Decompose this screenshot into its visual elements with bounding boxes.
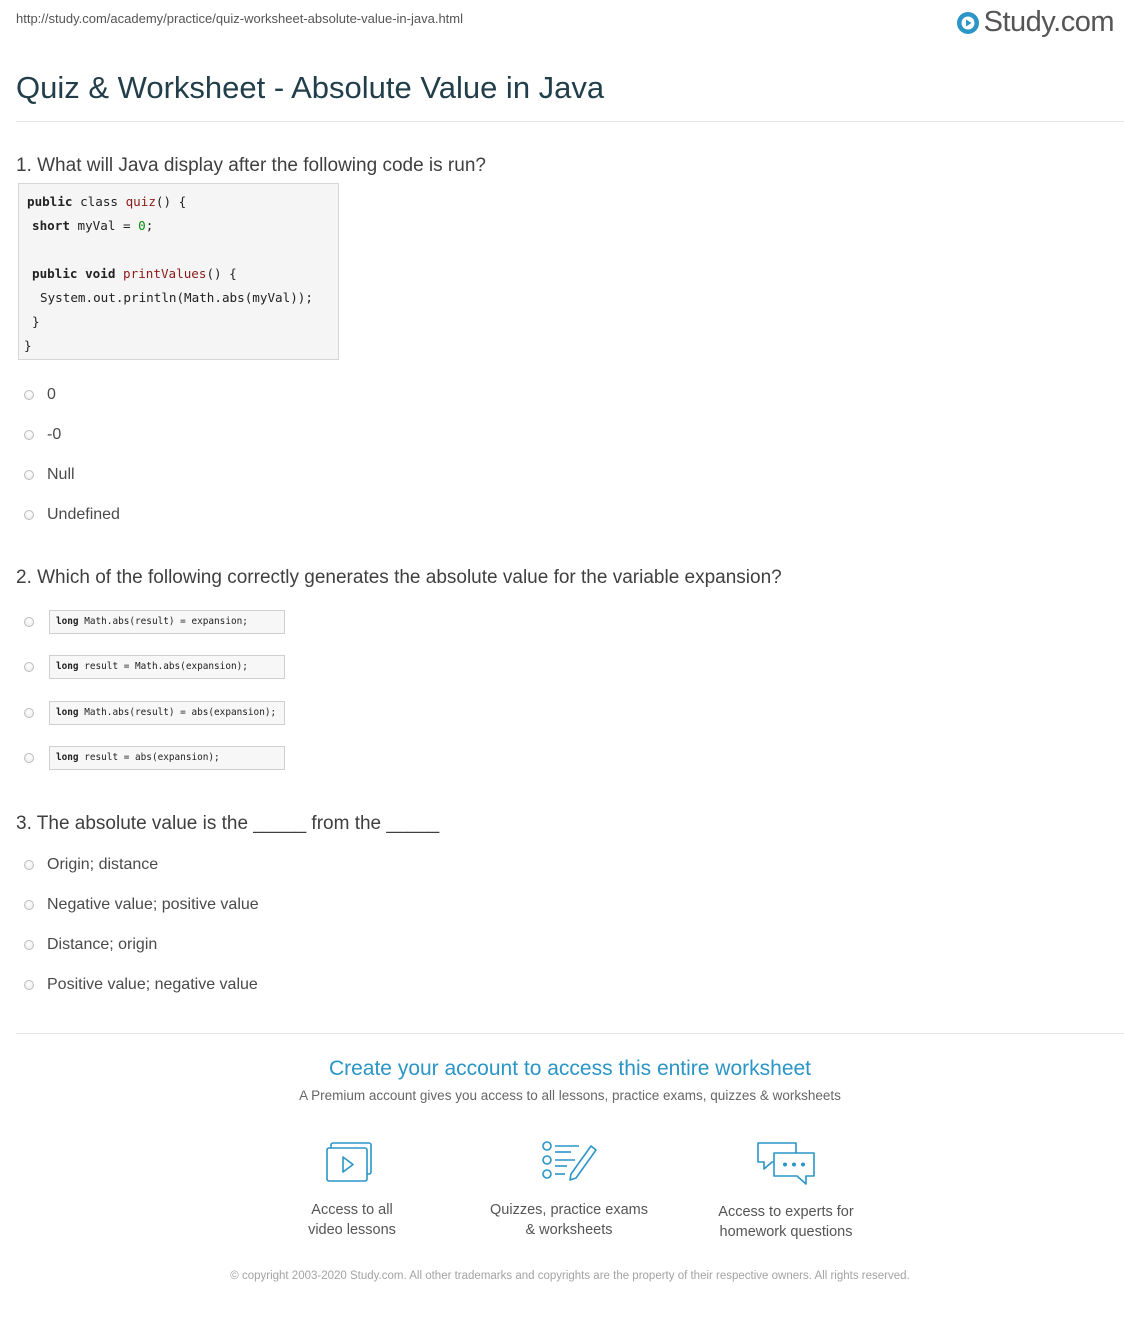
copyright-text: © copyright 2003-2020 Study.com. All other trademarks and copyrights are the property of their respective owners. All rights reserved. — [230, 1270, 910, 1282]
question-3-title: 3. The absolute value is the _____ from the _____ — [16, 813, 440, 834]
code-line-5: System.out.println(Math.abs(myVal)); — [40, 290, 313, 305]
question-1-code-block — [18, 183, 339, 360]
radio-button[interactable] — [24, 430, 34, 440]
feature-label: Quizzes, practice exams & worksheets — [490, 1202, 648, 1238]
q2-option-1-radio[interactable] — [24, 617, 34, 627]
q2-option-1[interactable]: long Math.abs(result) = expansion; — [49, 610, 285, 634]
cta-subtitle: A Premium account gives you access to all lessons, practice exams, quizzes & worksheets — [299, 1088, 841, 1103]
q3-option-4[interactable]: Positive value; negative value — [24, 976, 258, 994]
radio-button[interactable] — [24, 980, 34, 990]
question-1-title: 1. What will Java display after the following code is run? — [16, 155, 486, 176]
logo-text: Study.com — [983, 6, 1114, 38]
feature-video-lessons — [252, 1140, 452, 1240]
code-line-2: short myVal = 0; — [32, 218, 154, 233]
study-logo-icon — [956, 11, 980, 35]
q3-option-3[interactable]: Distance; origin — [24, 936, 157, 954]
study-logo[interactable] — [956, 6, 1114, 39]
q2-option-2-radio[interactable] — [24, 662, 34, 672]
q3-option-2[interactable]: Negative value; positive value — [24, 896, 259, 914]
q1-option-4[interactable]: Undefined — [24, 506, 120, 524]
code-line-6: } — [32, 314, 40, 329]
q2-option-4[interactable]: long result = abs(expansion); — [49, 746, 285, 770]
chat-experts-icon — [754, 1140, 818, 1188]
q1-option-1[interactable]: 0 — [24, 386, 56, 404]
code-line-4: public void printValues() { — [32, 266, 237, 281]
radio-button[interactable] — [24, 900, 34, 910]
feature-experts — [686, 1140, 886, 1242]
radio-button[interactable] — [24, 510, 34, 520]
q1-option-2[interactable]: -0 — [24, 426, 61, 444]
code-line-1: public class quiz() { — [27, 194, 187, 209]
page-url: http://study.com/academy/practice/quiz-worksheet-absolute-value-in-java.html — [16, 11, 464, 26]
page-title: Quiz & Worksheet - Absolute Value in Java — [16, 70, 605, 105]
feature-label: Access to experts for homework questions — [718, 1204, 854, 1240]
quiz-list-icon — [541, 1140, 597, 1186]
radio-button[interactable] — [24, 470, 34, 480]
q2-option-2[interactable]: long result = Math.abs(expansion); — [49, 655, 285, 679]
q1-option-3[interactable]: Null — [24, 466, 75, 484]
feature-quizzes — [469, 1140, 669, 1240]
title-divider — [16, 121, 1124, 122]
radio-button[interactable] — [24, 940, 34, 950]
q2-option-3-radio[interactable] — [24, 708, 34, 718]
q3-option-1[interactable]: Origin; distance — [24, 856, 158, 874]
video-lesson-icon — [324, 1140, 380, 1186]
cta-divider — [16, 1033, 1124, 1034]
radio-button[interactable] — [24, 860, 34, 870]
create-account-link[interactable]: Create your account to access this entire worksheet — [328, 1057, 812, 1080]
radio-button[interactable] — [24, 390, 34, 400]
q2-option-4-radio[interactable] — [24, 753, 34, 763]
feature-label: Access to all video lessons — [308, 1202, 396, 1238]
code-line-7: } — [24, 338, 32, 353]
question-2-title: 2. Which of the following correctly generates the absolute value for the variable expansion? — [16, 567, 782, 588]
q2-option-3[interactable]: long Math.abs(result) = abs(expansion); — [49, 701, 285, 725]
